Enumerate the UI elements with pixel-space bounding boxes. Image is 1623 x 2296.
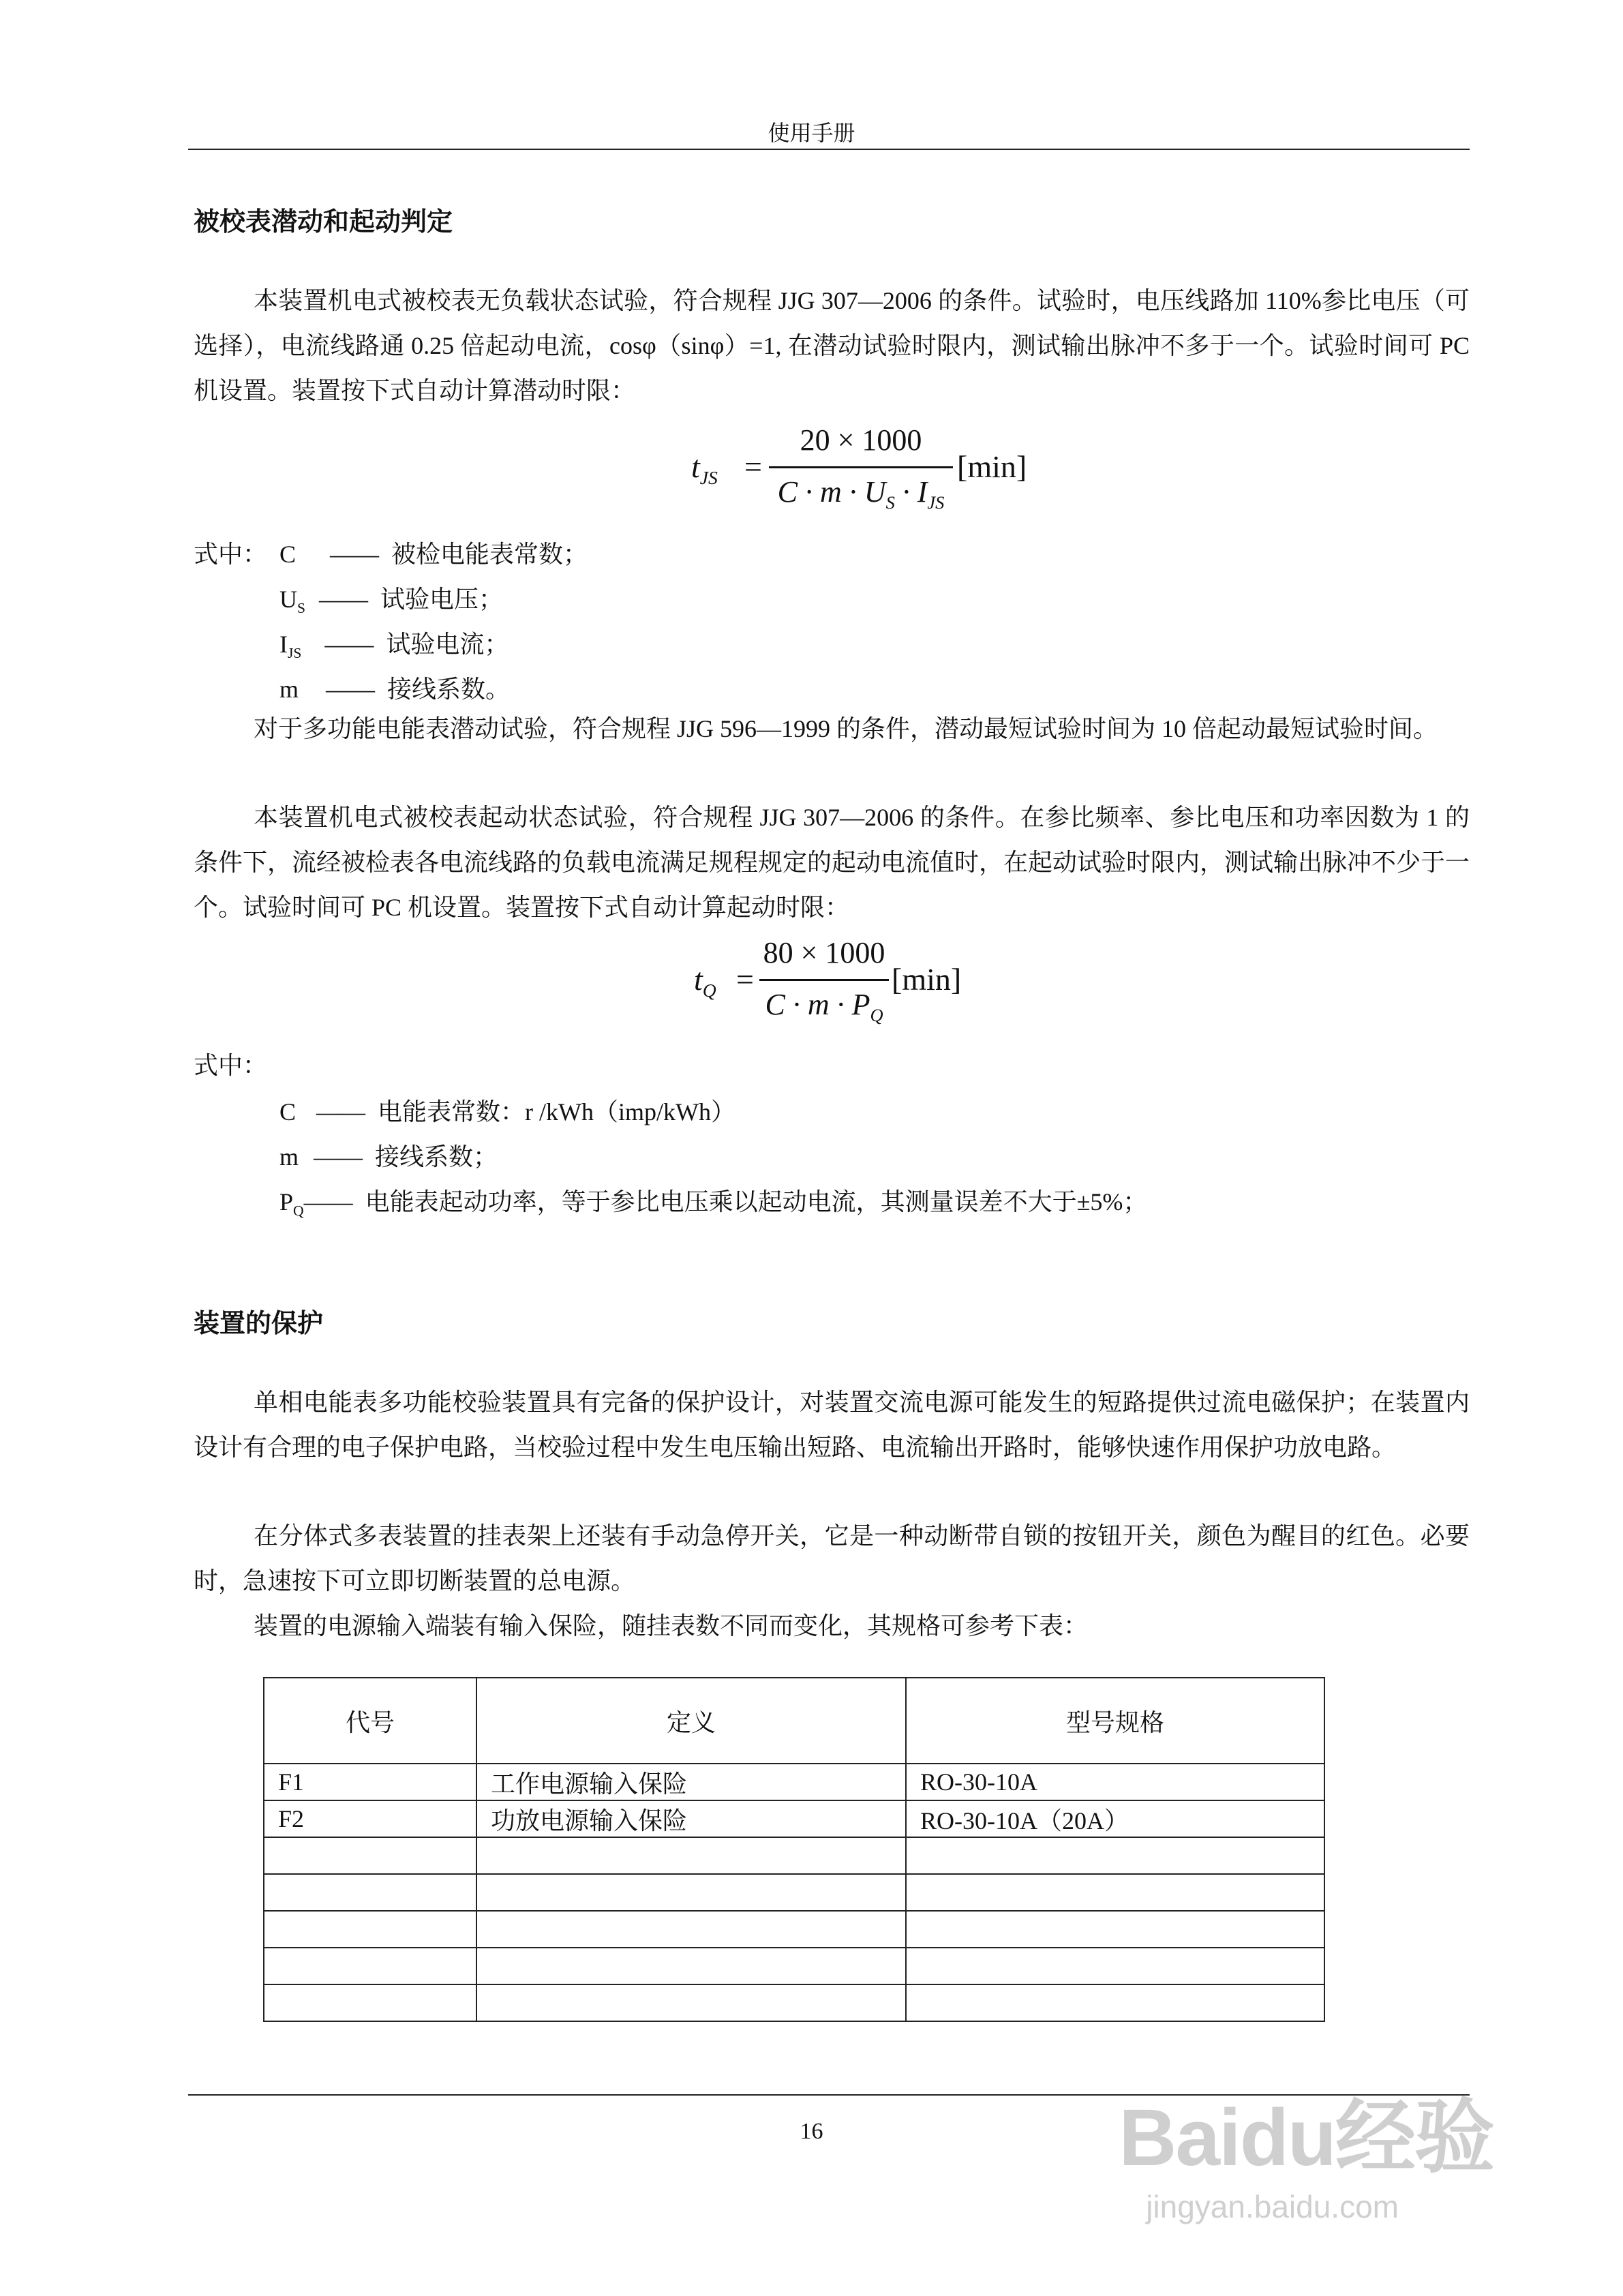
formula-unit: [min]: [892, 962, 962, 997]
table-header-row: [264, 1678, 1324, 1764]
var-row: C —— 被检电能表常数；: [279, 541, 588, 568]
paragraph-fuse-intro: 装置的电源输入端装有输入保险，随挂表数不同而变化，其规格可参考下表：: [254, 1612, 1089, 1640]
var-row: m —— 接线系数；: [279, 1143, 498, 1170]
table-row: [264, 1764, 1324, 1800]
header-rule: [188, 149, 1470, 150]
table-row: [264, 1837, 1324, 1874]
watermark-brand: Baidu经验: [1119, 2093, 1493, 2183]
fraction-bar: [759, 979, 889, 981]
table-row: [264, 1984, 1324, 2021]
table-header-cell: 型号规格: [906, 1678, 1324, 1764]
fuse-spec-table: [263, 1677, 1325, 2022]
table-cell: [906, 1911, 1324, 1948]
table-cell: RO-30-10A: [906, 1764, 1324, 1800]
table-cell: [906, 1837, 1324, 1874]
var-row: C —— 电能表常数：r /kWh（imp/kWh）: [279, 1098, 735, 1126]
formula-start-time: [682, 930, 995, 1039]
formula-lhs: $t_Q$: [694, 962, 716, 1001]
table-row: [264, 1800, 1324, 1837]
table-cell: [476, 1874, 906, 1911]
table-cell: [476, 1984, 906, 2021]
table-row: [264, 1911, 1324, 1948]
table-cell: [264, 1874, 476, 1911]
formula-numerator: 80 × 1000: [763, 936, 885, 969]
baidu-watermark: [1119, 2072, 1493, 2225]
formula-equals: =: [744, 449, 762, 484]
table-cell: [264, 1911, 476, 1948]
table-cell: [476, 1948, 906, 1984]
paragraph-creep-intro: 本装置机电式被校表无负载状态试验，符合规程 JJG 307—2006 的条件。试验时，电压线路加 110%参比电压（可选择），电流线路通 0.25 倍起动电流，cosφ（sinφ）=1, 在潜动试验时限内，测试输出脉冲不多于一个。试验时间可 PC 机设置。装置按下式自动计算潜动时限：: [194, 287, 1470, 404]
where-label: 式中：: [194, 1052, 268, 1079]
table-row: [264, 1874, 1324, 1911]
formula-numerator: 20 × 1000: [800, 423, 922, 457]
formula-equals: =: [736, 962, 754, 997]
section-heading-creep: 被校表潜动和起动判定: [194, 208, 453, 237]
var-row: m —— 接线系数。: [279, 676, 511, 703]
table-cell: [264, 1837, 476, 1874]
paragraph-multifunction-creep: 对于多功能电能表潜动试验，符合规程 JJG 596—1999 的条件，潜动最短试验时间为 10 倍起动最短试验时间。: [254, 715, 1438, 742]
formula-lhs: $t_{JS}$: [691, 449, 718, 489]
table-cell: [264, 1984, 476, 2021]
table-cell: RO-30-10A（20A）: [906, 1800, 1324, 1837]
var-row: $U_S$ —— 试验电压；: [279, 586, 504, 617]
formula-unit: [min]: [957, 449, 1027, 484]
table-cell: 功放电源输入保险: [476, 1800, 906, 1837]
table-cell: [476, 1911, 906, 1948]
paragraph-emergency-stop: 在分体式多表装置的挂表架上还装有手动急停开关，它是一种动断带自锁的按钮开关，颜色为醒目的红色。必要时，急速按下可立即切断装置的总电源。: [194, 1522, 1470, 1595]
table-cell: [264, 1948, 476, 1984]
page-number: 16: [800, 2119, 823, 2144]
formula-denominator: $C \cdot m \cdot U_S \cdot I_{JS}$: [777, 475, 945, 513]
section-heading-protection: 装置的保护: [194, 1310, 324, 1338]
page-header-title: 使用手册: [768, 121, 855, 145]
paragraph-protection-design: 单相电能表多功能校验装置具有完备的保护设计，对装置交流电源可能发生的短路提供过流电磁保护；在装置内设计有合理的电子保护电路，当校验过程中发生电压输出短路、电流输出开路时，能够快速作用保护功放电路。: [194, 1389, 1470, 1461]
table-cell: F2: [264, 1800, 476, 1837]
table-row: [264, 1948, 1324, 1984]
fraction-bar: [769, 466, 953, 468]
formula-creep-time: [682, 417, 1063, 526]
table-cell: [906, 1948, 1324, 1984]
where-label: 式中：: [194, 541, 268, 568]
table-cell: [476, 1837, 906, 1874]
var-row: $I_{JS}$ —— 试验电流；: [279, 631, 509, 662]
watermark-url: jingyan.baidu.com: [1146, 2189, 1399, 2224]
table-cell: 工作电源输入保险: [476, 1764, 906, 1800]
paragraph-start-test: 本装置机电式被校表起动状态试验，符合规程 JJG 307—2006 的条件。在参比频率、参比电压和功率因数为 1 的条件下，流经被检表各电流线路的负载电流满足规程规定的起动电流值时，在起动试验时限内，测试输出脉冲不少于一个。试验时间可 PC 机设置。装置按下式自动计算起动时限：: [194, 804, 1470, 921]
table-cell: F1: [264, 1764, 476, 1800]
var-row: $P_Q——$ 电能表起动功率，等于参比电压乘以起动电流，其测量误差不大于±5%；: [279, 1188, 1148, 1220]
table-header-cell: 代号: [264, 1678, 476, 1764]
table-cell: [906, 1874, 1324, 1911]
table-header-cell: 定义: [476, 1678, 906, 1764]
table-cell: [906, 1984, 1324, 2021]
formula-denominator: $C \cdot m \cdot P_Q$: [765, 988, 883, 1025]
